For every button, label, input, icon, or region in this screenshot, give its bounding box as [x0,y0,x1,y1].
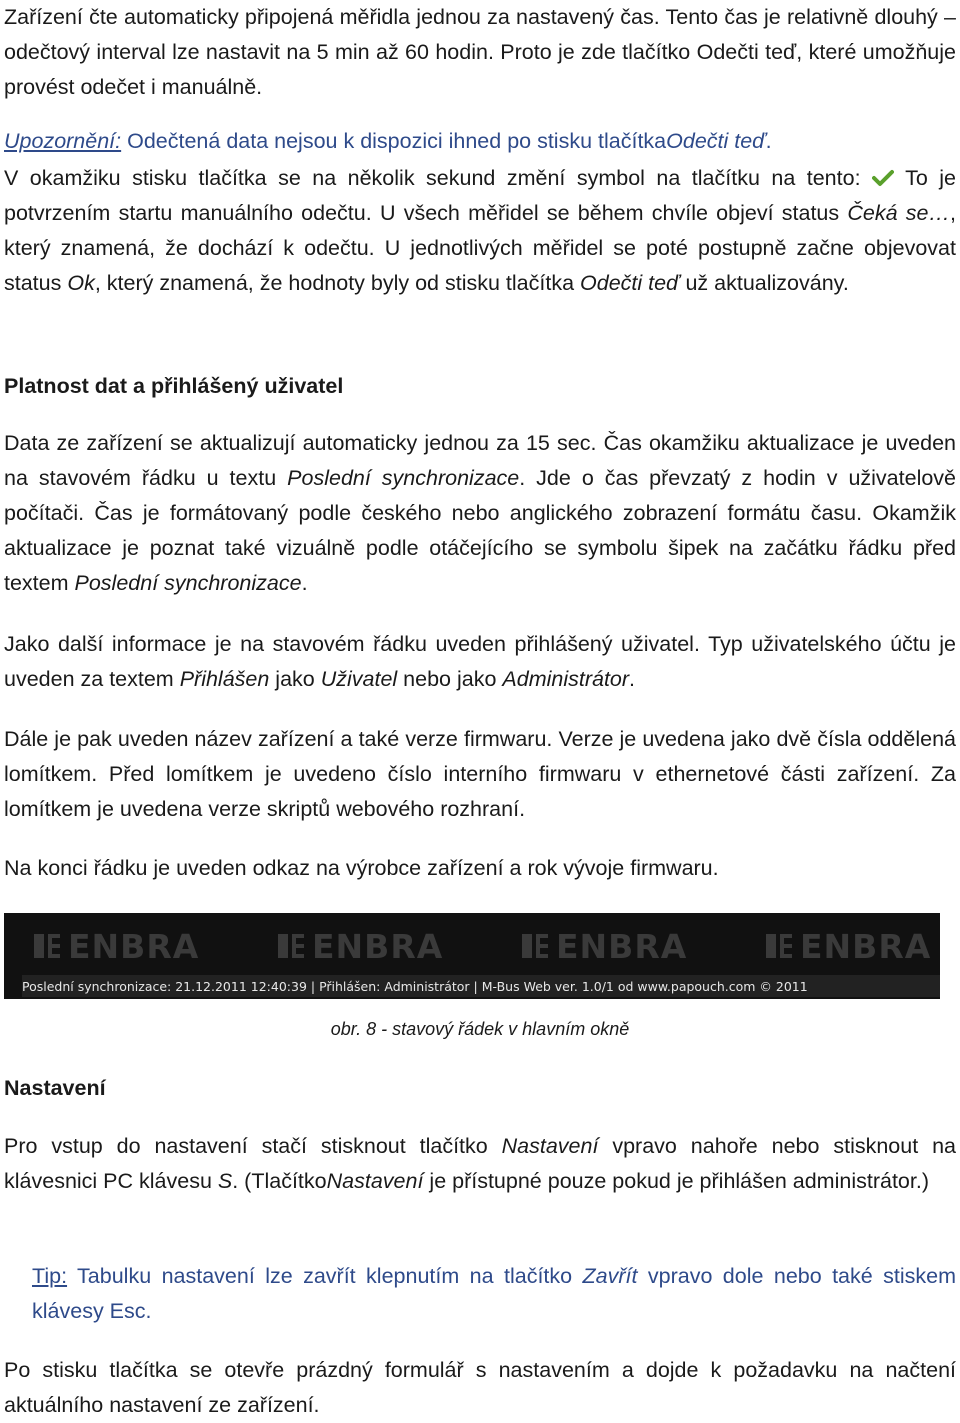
paragraph-tip [32,1259,956,1329]
role-user: Uživatel [320,667,398,691]
sync-label: Poslední synchronizace [287,466,520,490]
warning-label: Upozornění: [4,129,122,153]
status-waiting: Čeká se… [847,201,951,225]
enbra-logo [518,927,687,965]
text-segment: Pro vstup do nastavení stačí stisknout tlačítko [4,1134,502,1158]
settings-button-name: Nastavení [501,1134,599,1158]
text-segment: , který znamená, že hodnoty byly od stisku tlačítka [94,271,581,295]
settings-button-name: Nastavení [326,1169,424,1193]
text-segment: . [629,667,636,691]
text-segment: V okamžiku stisku tlačítka se na několik sekund změní symbol na tlačítku na tento: [4,166,873,190]
enbra-logo-icon [518,928,552,964]
check-icon [872,169,894,187]
text-segment: nebo jako [397,667,503,691]
tip-text: Tabulku nastavení lze zavřít klepnutím na tlačítko [67,1264,583,1288]
button-name: Odečti teď [580,271,680,295]
paragraph-manufacturer: Na konci řádku je uveden odkaz na výrobce zařízení a rok vývoje firmwaru. [4,856,719,880]
paragraph-manual-read [4,161,956,301]
heading-settings: Nastavení [4,1076,106,1100]
text-segment: . Jde o čas převzatý z hodin v uživatelově počítači. Čas je formátovaný podle českého nebo anglického zobrazení formátu času. Okamžik aktualizace je poznat také vizuálně podle otáčejícího se symbolu šipek na začátku řádku před textem [4,466,957,595]
text-segment: Data ze zařízení se aktualizují automaticky jednou za 15 sec. Čas okamžiku aktualizace je uveden na stavovém řádku u textu [4,431,956,490]
text-segment: . [301,571,308,595]
figure-caption: obr. 8 - stavový řádek v hlavním okně [330,1019,630,1039]
text-segment: . (Tlačítko [232,1169,327,1193]
close-button-name: Zavřít [582,1264,638,1288]
text-segment: To je potvrzením startu manuálního odečtu. U všech měřidel se během chvíle objeví status [4,166,957,225]
text-segment: je přístupné pouze pokud je přihlášen administrátor.) [423,1169,929,1193]
enbra-logo [762,927,931,965]
text-segment: už aktualizovány. [679,271,849,295]
key-name: S [217,1169,233,1193]
paragraph-firmware: Dále je pak uveden název zařízení a také verze firmwaru. Verze je uvedena jako dvě čísla oddělená lomítkem. Před lomítkem je uvedeno číslo interního firmwaru v ethernetové části zařízení. Za lomítkem je uvedena verze skriptů webového rozhraní. [4,727,956,821]
logo-banner [4,913,940,973]
enbra-logo [30,927,199,965]
status-bar [22,975,940,997]
status-ok: Ok [67,271,95,295]
warning-end: . [765,129,772,153]
enbra-logo-icon [762,928,796,964]
status-line-text: Poslední synchronizace: 21.12.2011 12:40:39 | Přihlášen: Administrátor | M-Bus Web ver. 1.0/1 od www.papouch.com © 2011 [22,978,808,994]
tip-text: vpravo dole nebo také stiskem klávesy Esc. [32,1264,956,1323]
text-segment: Jako další informace je na stavovém řádku uveden přihlášený uživatel. Typ uživatelského účtu je uveden za textem [4,632,956,691]
sync-label: Poslední synchronizace [74,571,302,595]
enbra-logo-icon [30,928,64,964]
warning-text: Odečtená data nejsou k dispozici ihned po stisku tlačítka [121,129,667,153]
logo-text: ENBRA [68,926,200,966]
text-segment: vpravo nahoře nebo stisknout na klávesnici PC klávesu [4,1134,957,1193]
paragraph-form: Po stisku tlačítka se otevře prázdný formulář s nastavením a dojde k požadavku na načtení aktuálního nastavení ze zařízení. [4,1358,956,1417]
paragraph-settings [4,1129,956,1199]
logo-text: ENBRA [800,926,932,966]
paragraph-data-update [4,426,956,601]
text-segment: jako [269,667,321,691]
heading-data-validity: Platnost dat a přihlášený uživatel [4,374,344,398]
logo-text: ENBRA [312,926,444,966]
warning-button-name: Odečti teď [666,129,766,153]
tip-label: Tip: [32,1264,68,1288]
enbra-logo-icon [274,928,308,964]
paragraph-logged-user [4,627,956,697]
role-admin: Administrátor [502,667,630,691]
logo-text: ENBRA [556,926,688,966]
paragraph-intro: Zařízení čte automaticky připojená měřidla jednou za nastavený čas. Tento čas je relativně dlouhý – odečtový interval lze nastavit na 5 min až 60 hodin. Proto je zde tlačítko Odečti teď, které umožňuje provést odečet i manuálně. [4,5,956,99]
logged-label: Přihlášen [179,667,270,691]
status-bar-figure [4,913,940,999]
paragraph-warning [4,124,956,159]
enbra-logo [274,927,443,965]
text-segment: , který znamená, že dochází k odečtu. U jednotlivých měřidel se poté postupně začne objevovat status [4,201,956,295]
